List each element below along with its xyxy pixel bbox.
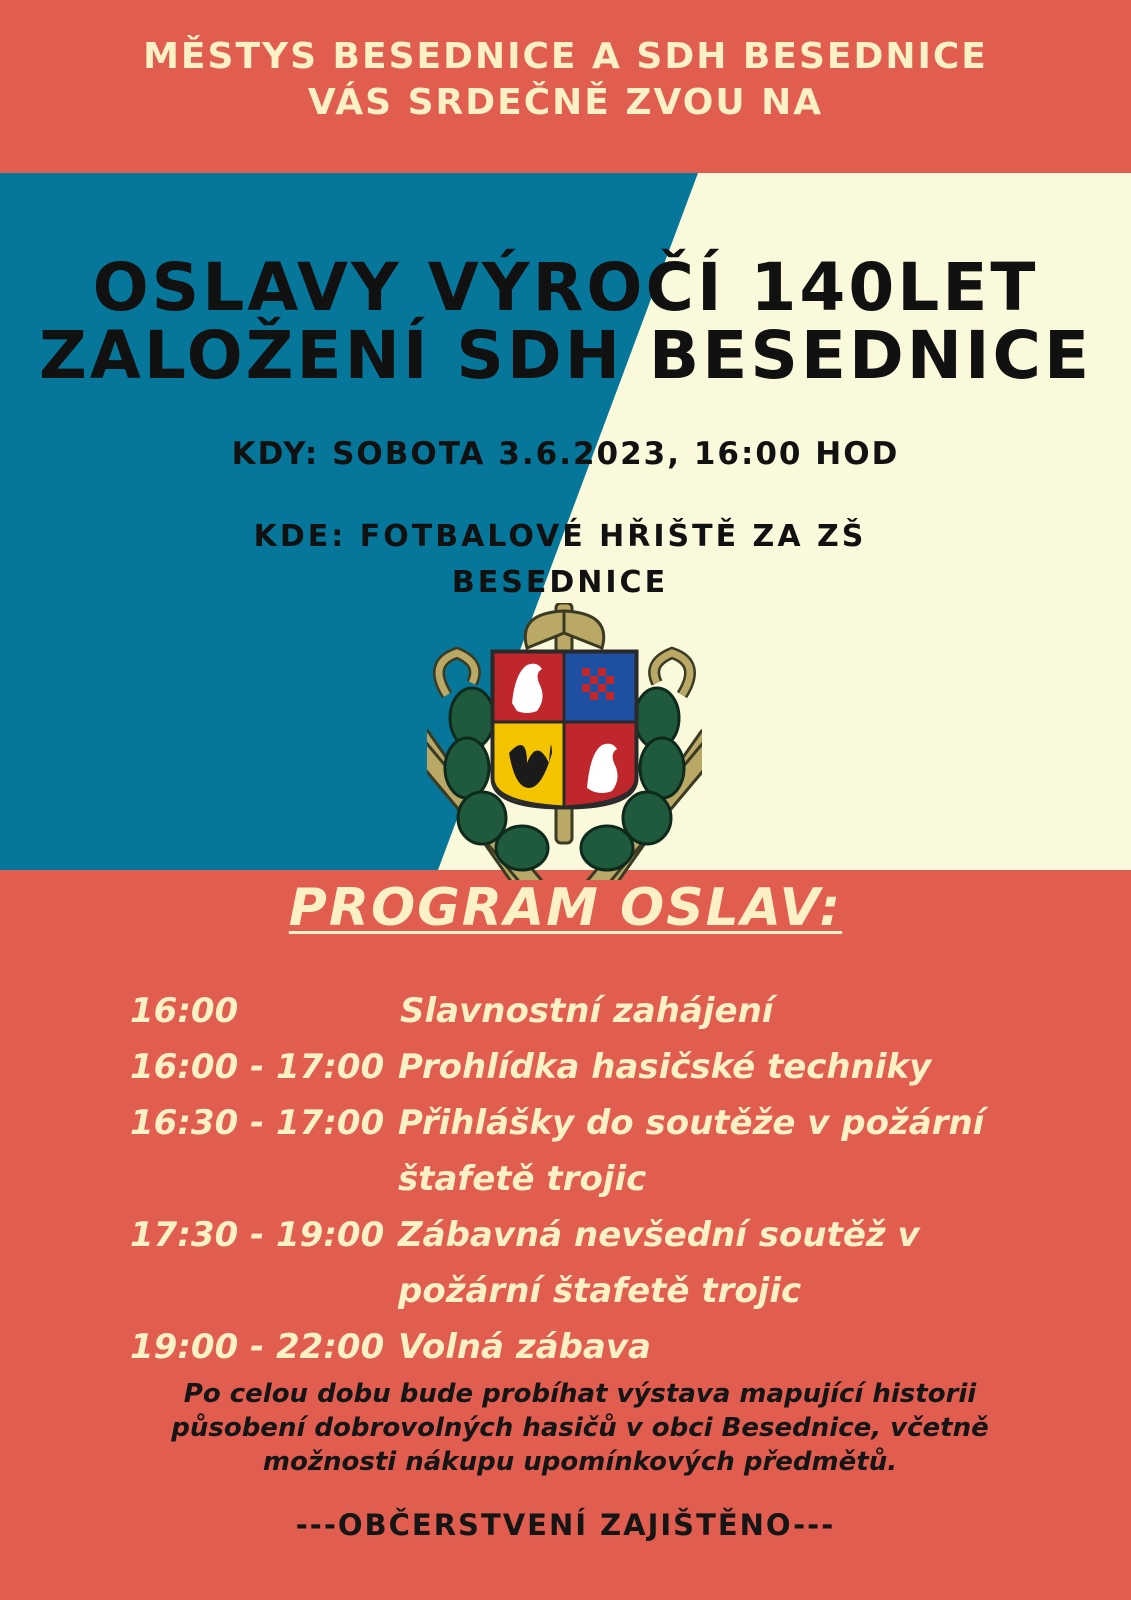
title-line-2: ZALOŽENÍ SDH BESEDNICE xyxy=(38,317,1093,394)
schedule-row xyxy=(130,1095,1030,1207)
schedule-time: 19:00 - 22:00 xyxy=(130,1327,385,1367)
program-schedule xyxy=(130,983,1030,1375)
schedule-activity: Zábavná nevšední soutěž v požární štafetě trojic xyxy=(398,1215,920,1311)
event-title xyxy=(0,249,1131,394)
exhibition-note: Po celou dobu bude probíhat výstava mapující historii působení dobrovolných hasičů v obci Besednice, včetně možnosti nákupu upomínkových předmětů. xyxy=(171,1379,989,1477)
schedule-row xyxy=(130,1039,1030,1095)
schedule-time: 16:30 - 17:00 xyxy=(130,1103,385,1143)
title-line-1: OSLAVY VÝROČÍ 140LET xyxy=(92,249,1039,326)
organizer-intro xyxy=(0,34,1131,126)
schedule-activity: Volná zábava xyxy=(398,1327,651,1367)
schedule-time: 16:00 - 17:00 xyxy=(130,1047,385,1087)
schedule-activity: Prohlídka hasičské techniky xyxy=(398,1047,932,1087)
event-location: KDE: FOTBALOVÉ HŘIŠTĚ ZA ZŠ BESEDNICE xyxy=(253,519,867,600)
program-heading: PROGRAM OSLAV: xyxy=(288,878,843,938)
refreshments-note: ---OBČERSTVENÍ ZAJIŠTĚNO--- xyxy=(295,1508,836,1542)
schedule-activity: Přihlášky do soutěže v požární štafetě trojic xyxy=(398,1103,985,1199)
event-date-time: KDY: SOBOTA 3.6.2023, 16:00 HOD xyxy=(231,436,900,472)
schedule-row xyxy=(130,1319,1030,1375)
schedule-row xyxy=(130,1207,1030,1319)
intro-line-2: VÁS SRDEČNĚ ZVOU NA xyxy=(307,82,824,123)
schedule-row xyxy=(130,983,1030,1039)
schedule-activity: Slavnostní zahájení xyxy=(400,991,774,1031)
fire-brigade-emblem-icon xyxy=(427,603,702,880)
schedule-time: 17:30 - 19:00 xyxy=(130,1215,385,1255)
schedule-time: 16:00 xyxy=(130,991,239,1031)
intro-line-1: MĚSTYS BESEDNICE A SDH BESEDNICE xyxy=(143,36,988,77)
